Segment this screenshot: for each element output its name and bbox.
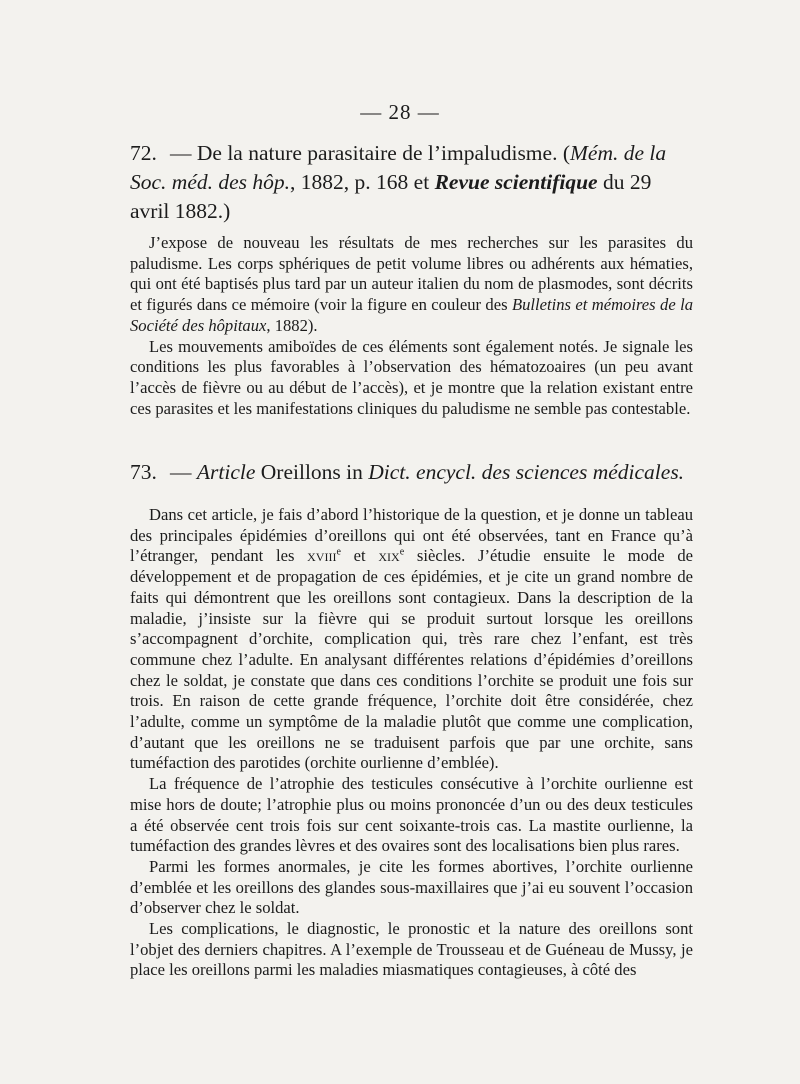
entry-72-number: 72. bbox=[130, 141, 157, 165]
entry-72-heading bbox=[130, 139, 690, 226]
entry-72-p1-text: J’expose de nouveau les résultats de mes recherches sur les parasites du paludisme. Les corps sphériques de petit volume libres ou adhérents aux hématies, qui ont été baptisés plus tard par un auteur italien du nom de plasmodes, sont décrits et figurés dans ce mémoire (voir la figure en couleur des bbox=[130, 233, 693, 315]
entry-72-p1-italic: Bulletins et mémoires de la Société des hôpitaux bbox=[130, 295, 693, 335]
entry-73-paragraph-1 bbox=[130, 505, 693, 774]
entry-72-body bbox=[130, 233, 693, 419]
entry-72-journal2: Revue scientifique bbox=[434, 170, 598, 194]
entry-72-ref-open: ( bbox=[562, 141, 570, 165]
page-number: — 28 — bbox=[360, 100, 440, 124]
entry-73-p1-rest: siècles. J’étudie ensuite le mode de développement et de propagation de ces épidémies, et je cite un grand nombre de faits qui démontrent que les oreillons sont contagieux. Dans la description de la maladie, j’insiste sur la fièvre qui se produit surtout lorsque les oreillons s’accompagnent d’orchite, complication qui, très rare chez l’enfant, est très commune chez l’adulte. En analysant différentes relations d’épidémies d’oreillons chez le soldat, je constate que dans ces conditions l’orchite se produit une fois sur trois. En raison de cette grande fréquence, l’orchite doit être considérée, chez l’adulte, comme un symptôme de la maladie plutôt que comme une complication, d’autant que les oreillons ne se traduisent parfois que par une orchite, sans tuméfaction des parotides (orchite ourlienne d’emblée). bbox=[130, 546, 693, 773]
entry-72-ref-end: du 29 avril 1882.) bbox=[130, 170, 652, 223]
entry-73-paragraph-4: Les complications, le diagnostic, le pronostic et la nature des oreillons sont l’objet des derniers chapitres. A l’exemple de Trousseau et de Guéneau de Mussy, je place les oreillons parmi les maladies miasmatiques contagieuses, à côté des bbox=[130, 919, 693, 980]
entry-73-dash: — bbox=[170, 460, 192, 484]
entry-72-dash: — bbox=[170, 141, 192, 165]
entry-72-title: De la nature parasitaire de l’impaludisme. bbox=[196, 141, 558, 165]
entry-73-title: Oreillons in bbox=[255, 460, 369, 484]
century-19-sup: e bbox=[399, 546, 405, 558]
entry-73-paragraph-3: Parmi les formes anormales, je cite les formes abortives, l’orchite ourlienne d’emblée et les oreillons des glandes sous-maxillaires que j’ai eu souvent l’occasion d’observer chez le soldat. bbox=[130, 856, 693, 918]
century-18-sup: e bbox=[336, 546, 341, 558]
entry-73-p1-and: et bbox=[340, 546, 379, 566]
entry-73-source: Dict. encycl. des sciences médicales. bbox=[368, 460, 685, 484]
entry-73-heading bbox=[130, 458, 690, 487]
entry-72-p1-end: , 1882). bbox=[266, 315, 318, 335]
entry-73-article: Article bbox=[196, 460, 256, 484]
entry-72-ref-mid: , 1882, p. 168 et bbox=[290, 170, 435, 194]
entry-72-journal: Mém. de la Soc. méd. des hôp. bbox=[130, 141, 667, 194]
entry-73-body bbox=[130, 505, 693, 981]
entry-73-p1-text: Dans cet article, je fais d’abord l’historique de la question, et je donne un tableau des principales épidémies d’oreillons qui ont été observées, tant en France qu’à l’étranger, pendant les bbox=[130, 505, 693, 566]
century-19: xix bbox=[378, 546, 400, 566]
entry-73-number: 73. bbox=[130, 460, 157, 484]
entry-73-paragraph-2: La fréquence de l’atrophie des testicules consécutive à l’orchite ourlienne est mise hors de doute; l’atrophie plus ou moins prononcée d’un ou des deux testicules a été observée cent trois fois sur cent soixante-trois cas. La mastite ourlienne, la tuméfaction des grandes lèvres et des ovaires sont des localisations bien plus rares. bbox=[130, 774, 693, 856]
entry-72-paragraph-2: Les mouvements amiboïdes de ces éléments sont également notés. Je signale les conditions les plus favorables à l’observation des hématozoaires (un peu avant l’accès de fièvre ou au début de l’accès), et je montre que la relation existant entre ces parasites et les manifestations cliniques du paludisme ne semble pas contestable. bbox=[130, 336, 693, 418]
century-18: xviii bbox=[307, 546, 337, 566]
entry-72-paragraph-1 bbox=[130, 233, 693, 337]
